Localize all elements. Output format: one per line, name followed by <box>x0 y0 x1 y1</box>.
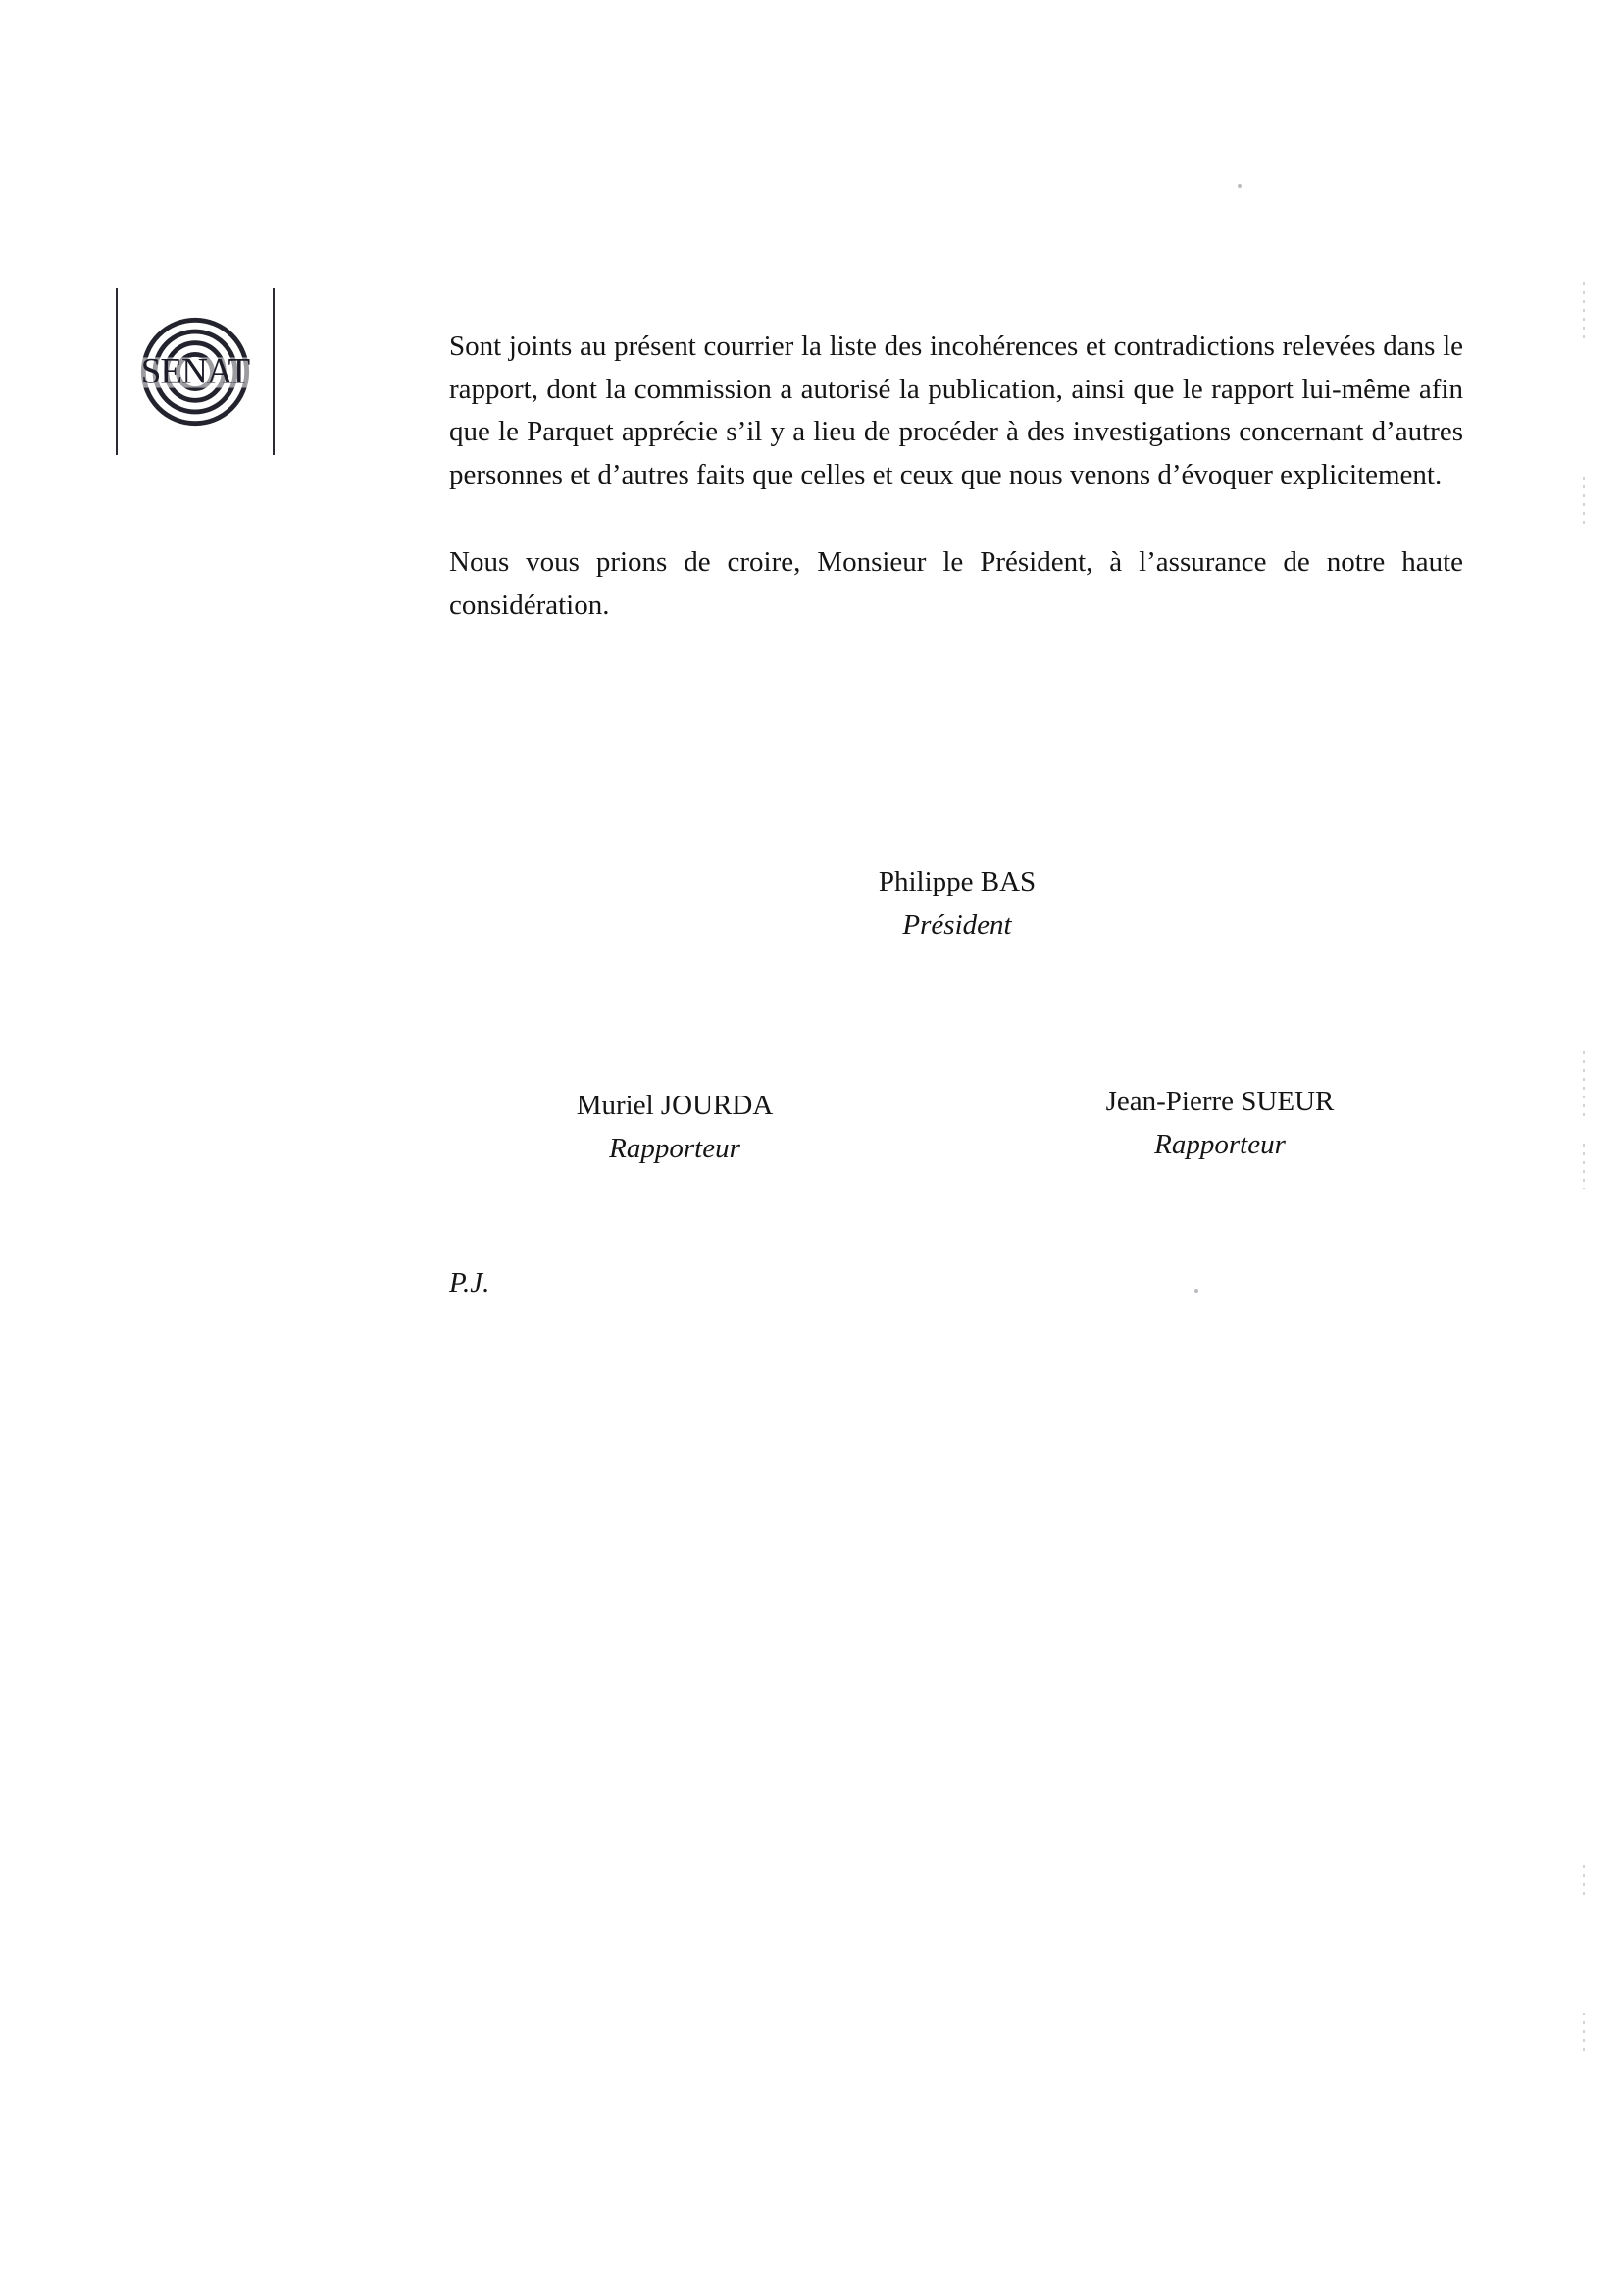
letter-body <box>449 326 1463 627</box>
scan-artifact <box>1583 1051 1585 1120</box>
senat-spiral-icon <box>118 288 273 455</box>
signature-name: Jean-Pierre SUEUR <box>1105 1086 1335 1117</box>
scan-artifact <box>1583 1144 1585 1189</box>
senat-logo-text: SÉNAT <box>140 351 250 392</box>
paragraph-attachments: Sont joints au présent courrier la liste des incohérences et contradictions relevées dans le rapport, dont la commission a autorisé la publication, ainsi que le rapport lui-même afin que le Parquet apprécie s’il y a lieu de procéder à des investigations concernant d’autres personnes et d’autres faits que celles et ceux que nous venons d’évoquer explicitement. <box>449 331 1463 490</box>
scan-artifact <box>1583 1865 1585 1899</box>
scan-speck <box>1238 184 1242 188</box>
enclosure-mark: P.J. <box>449 1267 490 1299</box>
signature-name: Philippe BAS <box>878 866 1037 897</box>
signature-title: Rapporteur <box>609 1132 740 1164</box>
signature-rapporteur-jourda <box>498 1085 851 1170</box>
paragraph-closing: Nous vous prions de croire, Monsieur le Président, à l’assurance de notre haute considération. <box>449 546 1463 621</box>
signature-title: Rapporteur <box>1154 1128 1286 1160</box>
scan-artifact <box>1583 477 1585 530</box>
signature-president <box>781 861 1134 946</box>
senat-logo <box>116 288 275 455</box>
signature-rapporteur-sueur <box>1043 1081 1396 1166</box>
signature-name: Muriel JOURDA <box>576 1090 774 1121</box>
scan-speck <box>1194 1289 1198 1293</box>
signature-title: Président <box>902 908 1012 941</box>
scan-artifact <box>1583 282 1585 341</box>
scan-artifact <box>1583 2013 1585 2056</box>
